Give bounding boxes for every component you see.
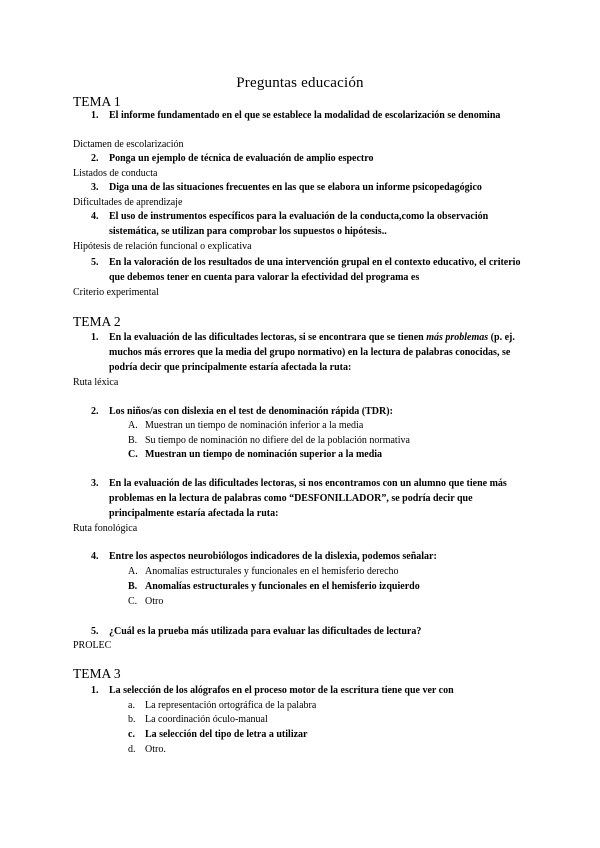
question-number: 2. (91, 153, 99, 164)
page-title: Preguntas educación (236, 75, 364, 91)
option-text: Otro (145, 596, 164, 607)
section-heading-tema-3: TEMA 3 (73, 666, 121, 681)
answer-2-1: Ruta léxica (73, 377, 119, 388)
option-text: Su tiempo de nominación no difiere del de la población normativa (145, 435, 410, 446)
question-text (109, 330, 524, 375)
option-letter: a. (128, 700, 135, 711)
option-text: La representación ortográfica de la palabra (145, 700, 317, 711)
question-text: Entre los aspectos neurobiólogos indicadores de la dislexia, podemos señalar: (109, 551, 437, 562)
answer-1-2: Listados de conducta (73, 168, 158, 179)
question-text: Ponga un ejemplo de técnica de evaluación de amplio espectro (109, 153, 374, 164)
question-text: ¿Cuál es la prueba más utilizada para evaluar las dificultades de lectura? (109, 626, 422, 637)
option-letter: A. (128, 566, 138, 577)
option-letter: B. (128, 581, 138, 592)
question-text: Los niños/as con dislexia en el test de denominación rápida (TDR): (109, 406, 393, 417)
question-number: 4. (91, 211, 99, 222)
answer-2-5: PROLEC (73, 640, 112, 651)
option-text: La selección del tipo de letra a utilizar (145, 729, 308, 740)
question-number: 2. (91, 406, 99, 417)
question-number: 3. (91, 478, 99, 489)
question-text-italic: más problemas (426, 332, 489, 343)
question-text-part: En la evaluación de las dificultades lectoras, si se encontrara que se tienen (109, 332, 427, 343)
option-letter: C. (128, 449, 138, 460)
question-text: El uso de instrumentos específicos para la evaluación de la conducta,como la observación sistemática, se utilizan para comprobar los supuestos o hipótesis.. (109, 211, 489, 237)
option-letter: d. (128, 744, 136, 755)
question-number: 4. (91, 551, 99, 562)
question-text: Diga una de las situaciones frecuentes en las que se elabora un informe psicopedagógico (109, 182, 482, 193)
option-text: La coordinación óculo-manual (145, 714, 268, 725)
question-number: 5. (91, 257, 99, 268)
question-text: En la valoración de los resultados de una intervención grupal en el contexto educativo, el criterio que debemos tener en cuenta para valorar la efectividad del programa es (109, 257, 521, 283)
answer-1-4: Hipótesis de relación funcional o explicativa (73, 241, 252, 252)
option-letter: C. (128, 596, 138, 607)
question-number: 1. (91, 110, 99, 121)
option-text: Anomalías estructurales y funcionales en el hemisferio izquierdo (145, 581, 420, 592)
section-heading-tema-1: TEMA 1 (73, 94, 121, 109)
question-text: La selección de los alógrafos en el proceso motor de la escritura tiene que ver con (109, 685, 454, 696)
question-text: En la evaluación de las dificultades lectoras, si nos encontramos con un alumno que tiene más problemas en la lectura de palabras como “DESFONILLADOR”, se podría decir que principalmente estaría afectada la ruta: (109, 478, 507, 519)
option-letter: b. (128, 714, 136, 725)
option-letter: A. (128, 420, 138, 431)
option-text: Anomalías estructurales y funcionales en el hemisferio derecho (145, 566, 399, 577)
question-text-part: (p. ej. muchos más errores que la media del grupo normativo) en la lectura de palabras conocidas, se podría decir que principalmente estaría afectada la ruta: (109, 332, 515, 373)
answer-1-5: Criterio experimental (73, 287, 159, 298)
question-number: 1. (91, 332, 99, 343)
section-heading-tema-2: TEMA 2 (73, 314, 121, 329)
option-text: Muestran un tiempo de nominación inferior a la media (145, 420, 364, 431)
answer-2-3: Ruta fonológica (73, 523, 138, 534)
option-text: Muestran un tiempo de nominación superior a la media (145, 449, 383, 460)
option-text: Otro. (145, 744, 166, 755)
answer-1-3: Dificultades de aprendizaje (73, 197, 183, 208)
question-number: 1. (91, 685, 99, 696)
option-letter: B. (128, 435, 138, 446)
answer-1-1: Dictamen de escolarización (73, 139, 184, 150)
question-number: 3. (91, 182, 99, 193)
question-text: El informe fundamentado en el que se establece la modalidad de escolarización se denomina (109, 110, 501, 121)
option-letter: c. (128, 729, 135, 740)
question-number: 5. (91, 626, 99, 637)
